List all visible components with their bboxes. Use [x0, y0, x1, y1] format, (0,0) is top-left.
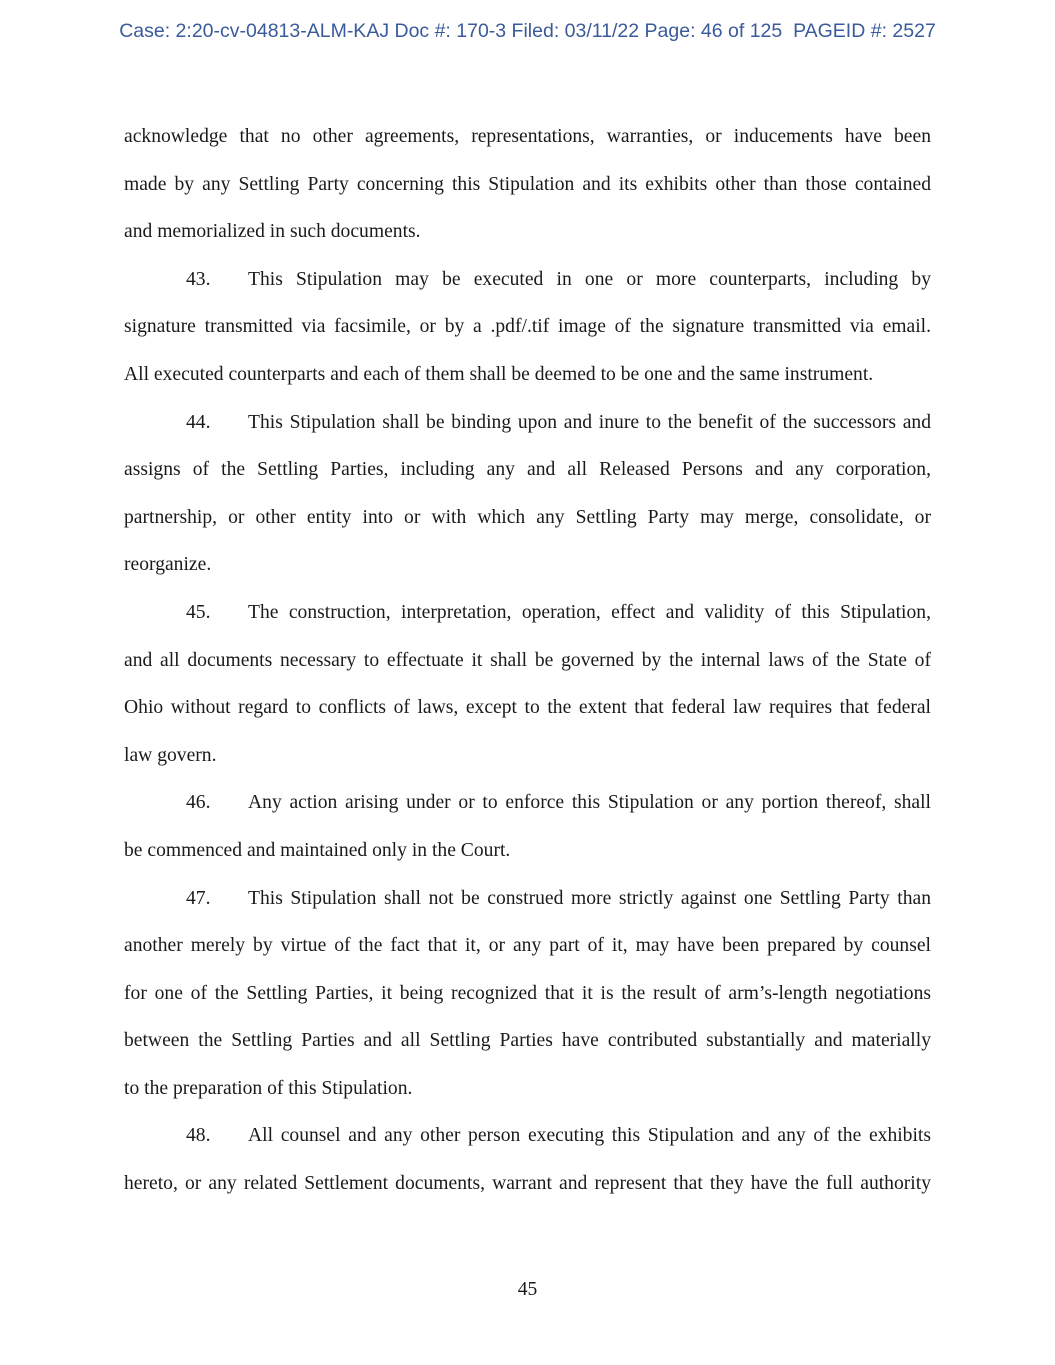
paragraph-number: 44.	[186, 411, 211, 433]
paragraph-number: 48.	[186, 1125, 211, 1147]
paragraph-number: 43.	[186, 268, 211, 290]
paragraph-number: 45.	[186, 601, 211, 623]
line-text: All counsel and any other person executing this Stipulation and any of the exhibits	[248, 1125, 931, 1147]
paragraph-line: assigns of the Settling Parties, including any and all Released Persons and any corporation,	[124, 459, 931, 481]
page-number: 45	[517, 1279, 538, 1300]
paragraph-line: partnership, or other entity into or with which any Settling Party may merge, consolidate, or	[124, 506, 931, 528]
paragraph-line: acknowledge that no other agreements, representations, warranties, or inducements have been	[124, 126, 931, 147]
paragraph-line: reorganize.	[124, 554, 212, 576]
paragraph-line: for one of the Settling Parties, it being recognized that it is the result of arm’s-length negotiations	[124, 982, 931, 1004]
document-body	[124, 121, 931, 1216]
case-header: Case: 2:20-cv-04813-ALM-KAJ Doc #: 170-3 Filed: 03/11/22 Page: 46 of 125 PAGEID #: 2527	[119, 20, 936, 42]
paragraph-line	[124, 407, 931, 455]
paragraph-line: All executed counterparts and each of them shall be deemed to be one and the same instrument.	[124, 363, 874, 385]
paragraph-number: 47.	[186, 887, 211, 909]
paragraph-line: and all documents necessary to effectuate it shall be governed by the internal laws of the State of	[124, 649, 931, 671]
paragraph-line: hereto, or any related Settlement documents, warrant and represent that they have the full authority	[124, 1173, 931, 1195]
line-text: The construction, interpretation, operation, effect and validity of this Stipulation,	[248, 601, 931, 623]
line-text: This Stipulation may be executed in one or more counterparts, including by	[248, 268, 931, 290]
paragraph-line: law govern.	[124, 744, 217, 766]
paragraph-line: and memorialized in such documents.	[124, 221, 421, 243]
paragraph-line	[124, 597, 931, 645]
paragraph-number: 46.	[186, 792, 211, 814]
line-text: This Stipulation shall be binding upon and inure to the benefit of the successors and	[248, 411, 931, 433]
line-text: Any action arising under or to enforce this Stipulation or any portion thereof, shall	[248, 792, 931, 814]
paragraph-line	[124, 883, 931, 931]
paragraph-line: signature transmitted via facsimile, or by a .pdf/.tif image of the signature transmitted via email.	[124, 316, 931, 338]
paragraph-line: be commenced and maintained only in the Court.	[124, 839, 511, 861]
paragraph-line: between the Settling Parties and all Settling Parties have contributed substantially and materially	[124, 1030, 931, 1052]
paragraph-line	[124, 787, 931, 835]
paragraph-line: to the preparation of this Stipulation.	[124, 1077, 413, 1099]
line-text: This Stipulation shall not be construed more strictly against one Settling Party than	[248, 887, 931, 909]
paragraph-line: made by any Settling Party concerning this Stipulation and its exhibits other than those contained	[124, 173, 931, 195]
paragraph-line	[124, 1120, 931, 1168]
paragraph-line: another merely by virtue of the fact that it, or any part of it, may have been prepared by counsel	[124, 935, 931, 957]
paragraph-line	[124, 264, 931, 312]
paragraph-line: Ohio without regard to conflicts of laws, except to the extent that federal law requires that federal	[124, 697, 931, 719]
